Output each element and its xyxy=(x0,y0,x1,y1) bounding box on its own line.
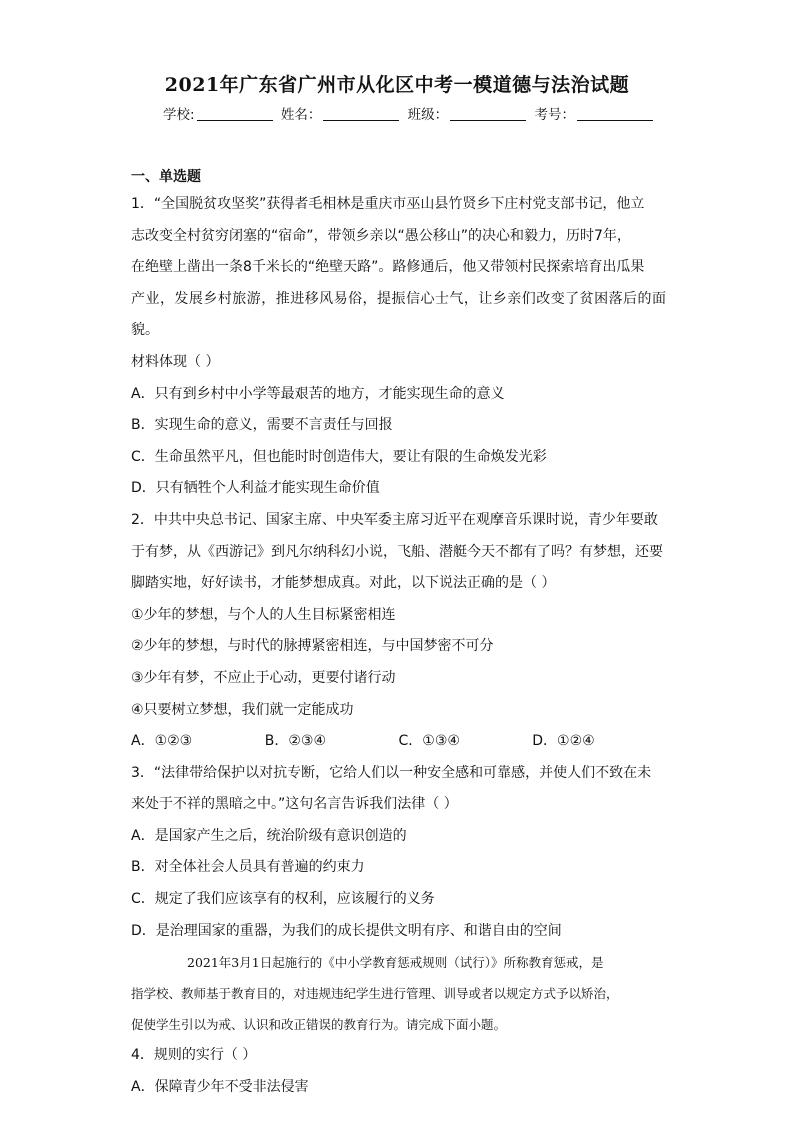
class-label: 班级： xyxy=(407,107,449,123)
student-info-fields xyxy=(163,103,657,123)
question-stem-line: 2．中共中央总书记、国家主席、中央军委主席习近平在观摩音乐课时说，青少年要敢 xyxy=(131,511,658,528)
name-label: 姓名： xyxy=(280,107,322,123)
option-c: C．①③④ xyxy=(398,733,460,750)
question-stem-line: 1．“全国脱贫攻坚奖”获得者毛相林是重庆市巫山县竹贤乡下庄村党支部书记，他立 xyxy=(131,196,645,212)
questions-body xyxy=(131,189,666,1103)
question-stem-line: 在绝壁上凿出一条8千米长的“绝壁天路”。路修通后，他又带领村民探索培育出瓜果 xyxy=(131,259,645,276)
option-b: B．②③④ xyxy=(264,733,327,750)
question-2 xyxy=(131,505,666,758)
option-a: A．只有到乡村中小学等最艰苦的地方，才能实现生命的意义 xyxy=(131,385,505,402)
question-4 xyxy=(131,1040,666,1103)
question-stem-line: 产业，发展乡村旅游，推进移风易俗，提振信心士气，让乡亲们改变了贫困落后的面貌。 xyxy=(131,290,666,339)
question-stem-line: 脚踏实地，好好读书，才能梦想成真。对此，以下说法正确的是（ ） xyxy=(131,575,556,592)
statement-item: ①少年的梦想，与个人的人生目标紧密相连 xyxy=(131,606,396,623)
question-stem-line: 4．规则的实行（ ） xyxy=(131,1047,257,1064)
exam-number-label: 考号： xyxy=(534,107,575,123)
option-a: A．是国家产生之后，统治阶级有意识创造的 xyxy=(131,827,407,844)
school-label: 学校: xyxy=(163,107,195,123)
option-b: B．实现生命的意义，需要不言责任与回报 xyxy=(131,417,393,434)
option-c: C．生命虽然平凡，但也能时时创造伟大，要让有限的生命焕发光彩 xyxy=(131,448,547,465)
question-stem-line: 来处于不祥的黑暗之中。”这句名言告诉我们法律（ ） xyxy=(131,796,458,813)
option-d: D．只有牺牲个人利益才能实现生命价值 xyxy=(131,480,380,497)
school-blank[interactable] xyxy=(197,106,273,121)
statement-item: ②少年的梦想，与时代的脉搏紧密相连，与中国梦密不可分 xyxy=(131,638,494,655)
material-line: 2021年3月1日起施行的《中小学教育惩戒规则（试行）》所称教育惩戒，是 xyxy=(187,955,604,971)
option-row xyxy=(131,726,666,758)
exam-number-blank[interactable] xyxy=(577,106,653,121)
question-stem-line: 3．“法律带给保护以对抗专断，它给人们以一种安全感和可靠感，并使人们不致在未 xyxy=(131,764,652,781)
question-3 xyxy=(131,758,666,948)
option-c: C．规定了我们应该享有的权利，应该履行的义务 xyxy=(131,891,435,908)
question-1 xyxy=(131,189,666,505)
statement-item: ③少年有梦，不应止于心动，更要付诸行动 xyxy=(131,669,396,686)
class-blank[interactable] xyxy=(450,106,526,121)
option-b: B．对全体社会人员具有普遍的约束力 xyxy=(131,859,365,876)
question-stem-line: 材料体现（ ） xyxy=(131,353,220,370)
statement-item: ④只要树立梦想，我们就一定能成功 xyxy=(131,701,354,718)
option-a: A．①②③ xyxy=(131,733,193,750)
option-a: A．保障青少年不受非法侵害 xyxy=(131,1078,309,1095)
question-stem-line: 志改变全村贫穷闭塞的“宿命”，带领乡亲以“愚公移山”的决心和毅力，历时7年， xyxy=(131,227,631,244)
material-line: 指学校、教师基于教育目的，对违规违纪学生进行管理、训导或者以规定方式予以矫治， xyxy=(131,986,619,1002)
material-line: 促使学生引以为戒、认识和改正错误的教育行为。请完成下面小题。 xyxy=(131,1017,507,1033)
option-d: D．①②④ xyxy=(532,733,595,750)
page-title: 2021年广东省广州市从化区中考一模道德与法治试题 xyxy=(164,74,630,96)
question-stem-line: 于有梦，从《西游记》到凡尔纳科幻小说，飞船、潜艇今天不都有了吗？有梦想，还要 xyxy=(131,543,663,560)
option-d: D．是治理国家的重器，为我们的成长提供文明有序、和谐自由的空间 xyxy=(131,922,562,939)
material-passage xyxy=(131,947,666,1040)
section-heading: 一、单选题 xyxy=(131,169,201,185)
name-blank[interactable] xyxy=(323,106,399,121)
